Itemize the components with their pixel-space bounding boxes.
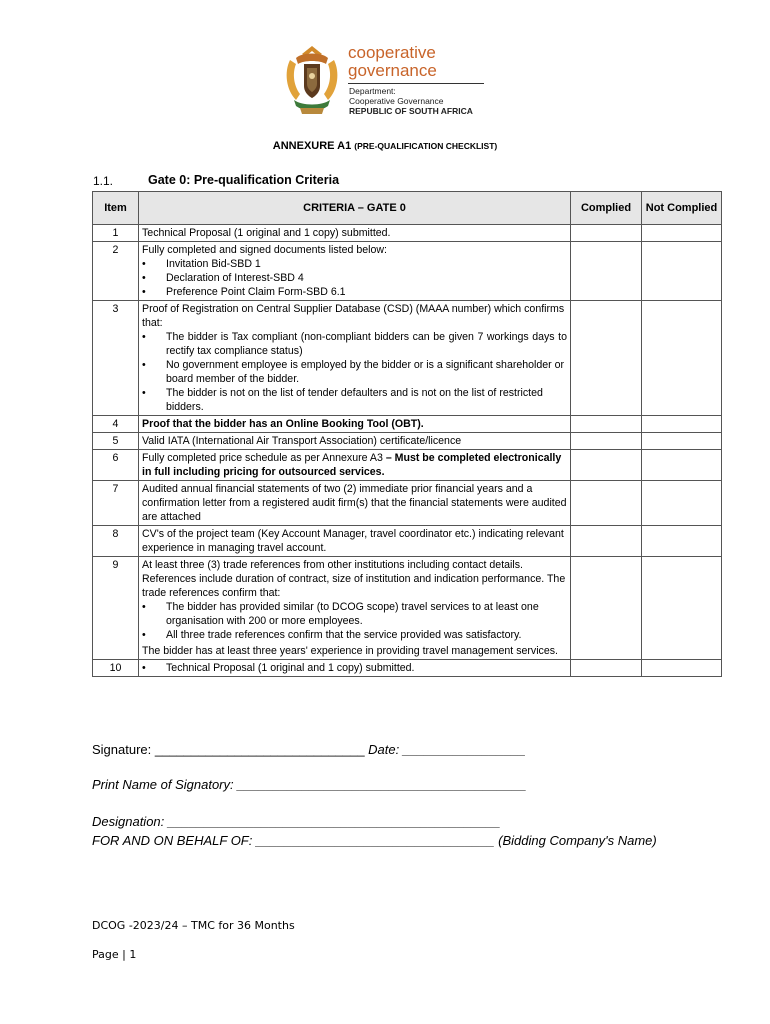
criteria-text: CV's of the project team (Key Account Manager, travel coordinator etc.) indicating relevant experience in managing travel account. xyxy=(142,528,564,554)
row-item: 8 xyxy=(93,526,139,557)
not-complied-cell[interactable] xyxy=(642,557,722,660)
row-criteria xyxy=(139,301,571,416)
brand-divider xyxy=(348,83,484,84)
header-criteria: CRITERIA – GATE 0 xyxy=(139,192,571,225)
bullet-item: • No government employee is employed by the bidder or is a significant shareholder or board member of the bidder. xyxy=(142,358,567,386)
complied-cell[interactable] xyxy=(571,433,642,450)
bullet-text: Invitation Bid-SBD 1 xyxy=(166,258,261,270)
designation-line: Designation: ______________________________________________ xyxy=(92,814,501,829)
criteria-text: Valid IATA (International Air Transport Association) certificate/licence xyxy=(142,435,462,447)
print-name-line: Print Name of Signatory: ________________________________________ xyxy=(92,777,527,792)
criteria-text: Proof of Registration on Central Supplier Database (CSD) (MAAA number) which confirms that: xyxy=(142,303,565,329)
complied-cell[interactable] xyxy=(571,557,642,660)
on-behalf-line: FOR AND ON BEHALF OF: _________________________________ (Bidding Company's Name) xyxy=(92,833,657,848)
row-criteria xyxy=(139,416,571,433)
table-row xyxy=(93,557,722,660)
bullet-text: All three trade references confirm that the service provided was satisfactory. xyxy=(166,629,522,641)
table-row xyxy=(93,660,722,677)
row-item: 4 xyxy=(93,416,139,433)
table-row xyxy=(93,526,722,557)
row-item: 7 xyxy=(93,481,139,526)
bullet-text: The bidder is Tax compliant (non-compliant bidders can be given 7 workings days to rectify tax compliance status) xyxy=(166,331,567,357)
header-item: Item xyxy=(93,192,139,225)
bullet-text: The bidder has provided similar (to DCOG scope) travel services to at least one organisation with 200 or more employees. xyxy=(166,601,539,627)
bullet-text: Declaration of Interest-SBD 4 xyxy=(166,272,304,284)
table-header-row xyxy=(93,192,722,225)
row-item: 5 xyxy=(93,433,139,450)
table-row xyxy=(93,481,722,526)
not-complied-cell[interactable] xyxy=(642,450,722,481)
complied-cell[interactable] xyxy=(571,450,642,481)
annexure-subtitle: (PRE-QUALIFICATION CHECKLIST) xyxy=(354,141,498,151)
table-row xyxy=(93,416,722,433)
row-item: 9 xyxy=(93,557,139,660)
table-row xyxy=(93,301,722,416)
row-item: 2 xyxy=(93,242,139,301)
criteria-text: Audited annual financial statements of two (2) immediate prior financial years and a confirmation letter from a registered audit firm(s) that the financial statements were audited are attached xyxy=(142,483,567,523)
not-complied-cell[interactable] xyxy=(642,242,722,301)
annexure-title-main: ANNEXURE A1 xyxy=(272,140,352,152)
bullet-item: • Declaration of Interest-SBD 4 xyxy=(142,271,567,285)
header-not-complied: Not Complied xyxy=(642,192,722,225)
complied-cell[interactable] xyxy=(571,416,642,433)
bullet-text: Preference Point Claim Form-SBD 6.1 xyxy=(166,286,346,298)
not-complied-cell[interactable] xyxy=(642,481,722,526)
dept-line-3: REPUBLIC OF SOUTH AFRICA xyxy=(349,106,473,116)
criteria-text: Proof that the bidder has an Online Booking Tool (OBT). xyxy=(142,418,424,430)
dept-line-1: Department: xyxy=(349,86,396,96)
not-complied-cell[interactable] xyxy=(642,526,722,557)
table-row xyxy=(93,433,722,450)
row-criteria xyxy=(139,481,571,526)
section-number: 1.1. xyxy=(93,174,114,188)
footer-reference: DCOG -2023/24 – TMC for 36 Months xyxy=(92,919,295,932)
department-text xyxy=(349,86,473,116)
date-label: Date: _________________ xyxy=(368,742,526,757)
not-complied-cell[interactable] xyxy=(642,660,722,677)
criteria-bold-text: – Must be completed electronically in full including pricing for outsourced services. xyxy=(142,452,562,478)
brand-line-1: cooperative xyxy=(348,43,436,62)
bullet-item: • Preference Point Claim Form-SBD 6.1 xyxy=(142,285,567,299)
bullet-item: • The bidder is Tax compliant (non-compliant bidders can be given 7 workings days to rectify tax compliance status) xyxy=(142,331,567,357)
row-criteria xyxy=(139,225,571,242)
complied-cell[interactable] xyxy=(571,225,642,242)
bullet-item: • All three trade references confirm that the service provided was satisfactory. xyxy=(142,628,567,642)
table-row xyxy=(93,225,722,242)
row-item: 6 xyxy=(93,450,139,481)
bullet-item: • Invitation Bid-SBD 1 xyxy=(142,257,567,271)
row-criteria xyxy=(139,242,571,301)
row-criteria xyxy=(139,660,571,677)
table-row xyxy=(93,242,722,301)
criteria-table xyxy=(92,191,722,677)
bullet-item: • Technical Proposal (1 original and 1 copy) submitted. xyxy=(142,661,567,675)
not-complied-cell[interactable] xyxy=(642,416,722,433)
row-criteria xyxy=(139,433,571,450)
row-criteria xyxy=(139,526,571,557)
brand-line-2: governance xyxy=(348,61,437,80)
complied-cell[interactable] xyxy=(571,301,642,416)
criteria-text: Fully completed and signed documents listed below: xyxy=(142,244,387,256)
signature-line xyxy=(92,742,526,757)
row-item: 10 xyxy=(93,660,139,677)
row-criteria xyxy=(139,450,571,481)
not-complied-cell[interactable] xyxy=(642,225,722,242)
complied-cell[interactable] xyxy=(571,660,642,677)
row-criteria xyxy=(139,557,571,660)
header-complied: Complied xyxy=(571,192,642,225)
department-logo xyxy=(282,42,497,122)
signature-label: Signature: _____________________________ xyxy=(92,742,365,757)
page-number: Page | 1 xyxy=(92,948,137,961)
complied-cell[interactable] xyxy=(571,242,642,301)
bullet-text: No government employee is employed by the bidder or is a significant shareholder or board member of the bidder. xyxy=(166,359,565,385)
row-item: 3 xyxy=(93,301,139,416)
bullet-item: • The bidder is not on the list of tender defaulters and is not on the list of restricted bidders. xyxy=(142,386,567,414)
complied-cell[interactable] xyxy=(571,481,642,526)
bullet-text: Technical Proposal (1 original and 1 copy) submitted. xyxy=(166,662,415,674)
complied-cell[interactable] xyxy=(571,526,642,557)
not-complied-cell[interactable] xyxy=(642,433,722,450)
coat-of-arms-icon xyxy=(282,42,342,118)
criteria-text: At least three (3) trade references from other institutions including contact details. References include duration of contract, size of institution and indication performance. The trade references confirm that: xyxy=(142,559,566,599)
criteria-text: Fully completed price schedule as per Annexure A3 xyxy=(142,452,383,464)
bullet-text: The bidder is not on the list of tender defaulters and is not on the list of restricted bidders. xyxy=(166,387,543,413)
bullet-item: • The bidder has provided similar (to DCOG scope) travel services to at least one organisation with 200 or more employees. xyxy=(142,600,567,628)
dept-line-2: Cooperative Governance xyxy=(349,96,444,106)
table-row xyxy=(93,450,722,481)
row-item: 1 xyxy=(93,225,139,242)
annexure-title xyxy=(0,140,770,152)
criteria-after-text: The bidder has at least three years' experience in providing travel management services. xyxy=(142,645,558,657)
not-complied-cell[interactable] xyxy=(642,301,722,416)
section-title: Gate 0: Pre-qualification Criteria xyxy=(148,173,340,187)
criteria-text: Technical Proposal (1 original and 1 copy) submitted. xyxy=(142,227,391,239)
